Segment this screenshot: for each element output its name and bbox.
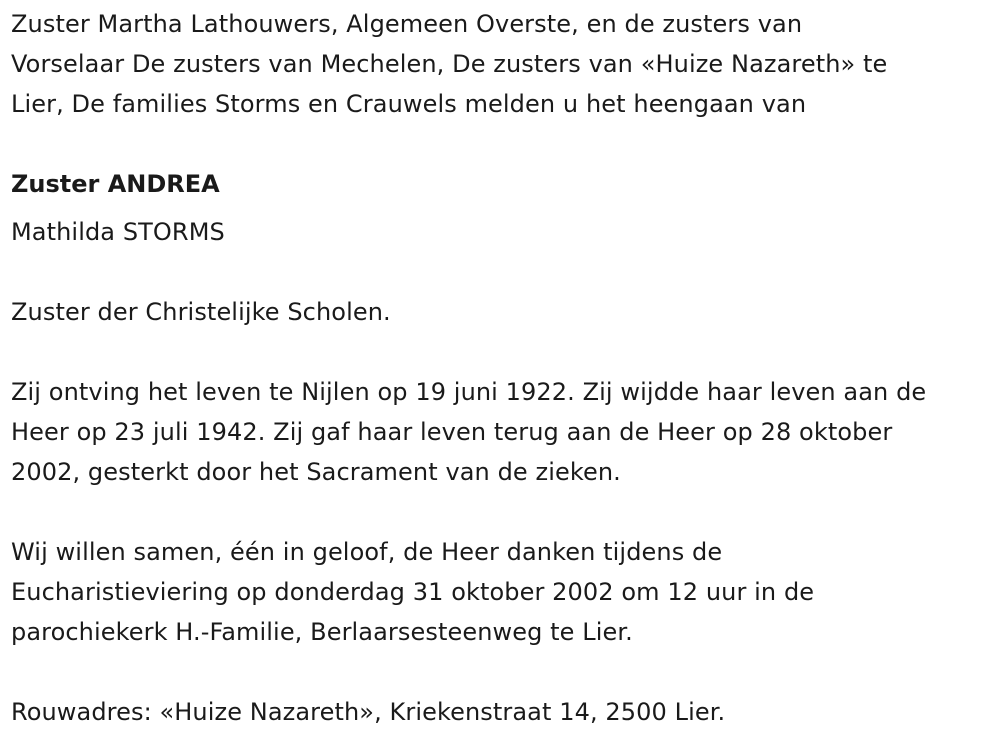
deceased-title: Zuster ANDREA <box>11 170 220 198</box>
spacer <box>11 652 996 692</box>
intro-line: Vorselaar De zusters van Mechelen, De zusters van «Huize Nazareth» te <box>11 50 888 78</box>
spacer <box>11 492 996 532</box>
life-line: Heer op 23 juli 1942. Zij gaf haar leven terug aan de Heer op 28 oktober <box>11 418 893 446</box>
intro-line: Lier, De families Storms en Crauwels melden u het heengaan van <box>11 90 807 118</box>
intro-line: Zuster Martha Lathouwers, Algemeen Overste, en de zusters van <box>11 10 803 38</box>
service-line: Eucharistieviering op donderdag 31 oktober 2002 om 12 uur in de <box>11 578 815 606</box>
congregation-line: Zuster der Christelijke Scholen. <box>11 298 391 326</box>
spacer <box>11 252 996 292</box>
death-notice-document <box>11 4 996 732</box>
life-line: Zij ontving het leven te Nijlen op 19 juni 1922. Zij wijdde haar leven aan de <box>11 378 927 406</box>
life-line: 2002, gesterkt door het Sacrament van de zieken. <box>11 458 621 486</box>
birth-name: Mathilda STORMS <box>11 218 225 246</box>
life-paragraph <box>11 372 996 492</box>
service-paragraph <box>11 532 996 652</box>
mourning-address: Rouwadres: «Huize Nazareth», Kriekenstraat 14, 2500 Lier. <box>11 698 726 726</box>
service-line: Wij willen samen, één in geloof, de Heer danken tijdens de <box>11 538 723 566</box>
spacer <box>11 332 996 372</box>
spacer <box>11 124 996 164</box>
spacer <box>11 204 996 212</box>
intro-paragraph <box>11 4 996 124</box>
service-line: parochiekerk H.-Familie, Berlaarsesteenweg te Lier. <box>11 618 633 646</box>
